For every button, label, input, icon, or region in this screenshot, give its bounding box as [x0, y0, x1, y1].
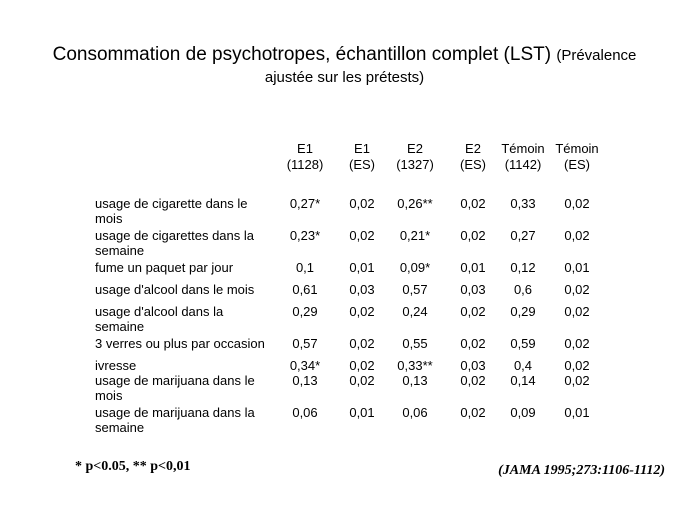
row-label: usage de cigarettes dans la semaine — [95, 228, 254, 258]
cell: 0,02 — [460, 336, 486, 351]
table-row — [95, 358, 615, 373]
cell: 0,01 — [564, 405, 590, 420]
cell: 0,03 — [349, 282, 375, 297]
cell: 0,02 — [349, 373, 375, 388]
cell: 0,57 — [292, 336, 318, 351]
cell: 0,02 — [460, 196, 486, 211]
cell: 0,21* — [399, 228, 431, 243]
row-label: usage de marijuana dans la semaine — [95, 405, 255, 435]
cell: 0,02 — [564, 282, 590, 297]
cell: 0,01 — [564, 260, 590, 275]
cell: 0,14 — [510, 373, 536, 388]
table-row — [95, 196, 615, 228]
row-label: fume un paquet par jour — [95, 260, 234, 275]
cell: 0,02 — [460, 405, 486, 420]
cell: 0,23* — [289, 228, 321, 243]
cell: 0,02 — [349, 196, 375, 211]
header-temoin-n: Témoin (1142) — [501, 141, 545, 172]
table-row — [95, 373, 615, 405]
header-temoin-es: Témoin (ES) — [555, 141, 599, 172]
row-label: usage de marijuana dans le mois — [95, 373, 255, 403]
cell: 0,26** — [397, 196, 433, 211]
table-row — [95, 260, 615, 282]
cell: 0,02 — [564, 373, 590, 388]
cell: 0,02 — [460, 304, 486, 319]
cell: 0,02 — [564, 228, 590, 243]
cell: 0,03 — [460, 358, 486, 373]
table-header — [95, 141, 615, 181]
row-label: usage de cigarette dans le mois — [95, 196, 248, 226]
prevalence-table — [95, 141, 615, 435]
row-label: 3 verres ou plus par occasion — [95, 336, 265, 351]
source-reference: (JAMA 1995;273:1106-1112) — [498, 463, 665, 478]
cell: 0,02 — [564, 358, 590, 373]
cell: 0,61 — [292, 282, 318, 297]
title-sub-part1: (Prévalence — [556, 47, 637, 64]
cell: 0,12 — [510, 260, 536, 275]
header-e2-es: E2 (ES) — [460, 141, 486, 172]
cell: 0,4 — [513, 358, 533, 373]
row-label: usage d'alcool dans le mois — [95, 282, 255, 297]
title-line-1 — [0, 44, 689, 67]
cell: 0,1 — [295, 260, 315, 275]
cell: 0,01 — [349, 260, 375, 275]
cell: 0,02 — [349, 304, 375, 319]
cell: 0,34* — [289, 358, 321, 373]
table-row — [95, 405, 615, 437]
cell: 0,59 — [510, 336, 536, 351]
cell: 0,02 — [564, 336, 590, 351]
header-e2-n: E2 (1327) — [396, 141, 434, 172]
cell: 0,13 — [402, 373, 428, 388]
cell: 0,29 — [510, 304, 536, 319]
cell: 0,09 — [510, 405, 536, 420]
cell: 0,33 — [510, 196, 536, 211]
table-row — [95, 282, 615, 304]
row-label: ivresse — [95, 358, 137, 373]
cell: 0,29 — [292, 304, 318, 319]
title-sub-part2: ajustée sur les prétests) — [264, 68, 425, 86]
cell: 0,02 — [349, 228, 375, 243]
cell: 0,02 — [460, 373, 486, 388]
cell: 0,03 — [460, 282, 486, 297]
cell: 0,57 — [402, 282, 428, 297]
cell: 0,02 — [460, 228, 486, 243]
table-body — [95, 196, 615, 437]
slide-title — [0, 44, 689, 87]
cell: 0,55 — [402, 336, 428, 351]
significance-footnote: * p<0.05, ** p<0,01 — [75, 459, 191, 474]
cell: 0,09* — [399, 260, 431, 275]
cell: 0,02 — [349, 336, 375, 351]
cell: 0,02 — [564, 304, 590, 319]
cell: 0,33** — [397, 358, 433, 373]
table-row — [95, 228, 615, 260]
cell: 0,06 — [402, 405, 428, 420]
table-row — [95, 336, 615, 358]
cell: 0,06 — [292, 405, 318, 420]
title-main: Consommation de psychotropes, échantillon complet (LST) — [52, 44, 552, 65]
cell: 0,24 — [402, 304, 428, 319]
row-label: usage d'alcool dans la semaine — [95, 304, 224, 334]
header-e1-n: E1 (1128) — [286, 141, 324, 172]
cell: 0,02 — [349, 358, 375, 373]
cell: 0,27 — [510, 228, 536, 243]
header-e1-es: E1 (ES) — [349, 141, 375, 172]
cell: 0,02 — [564, 196, 590, 211]
cell: 0,6 — [513, 282, 533, 297]
cell: 0,13 — [292, 373, 318, 388]
cell: 0,01 — [460, 260, 486, 275]
cell: 0,27* — [289, 196, 321, 211]
table-row — [95, 304, 615, 336]
cell: 0,01 — [349, 405, 375, 420]
